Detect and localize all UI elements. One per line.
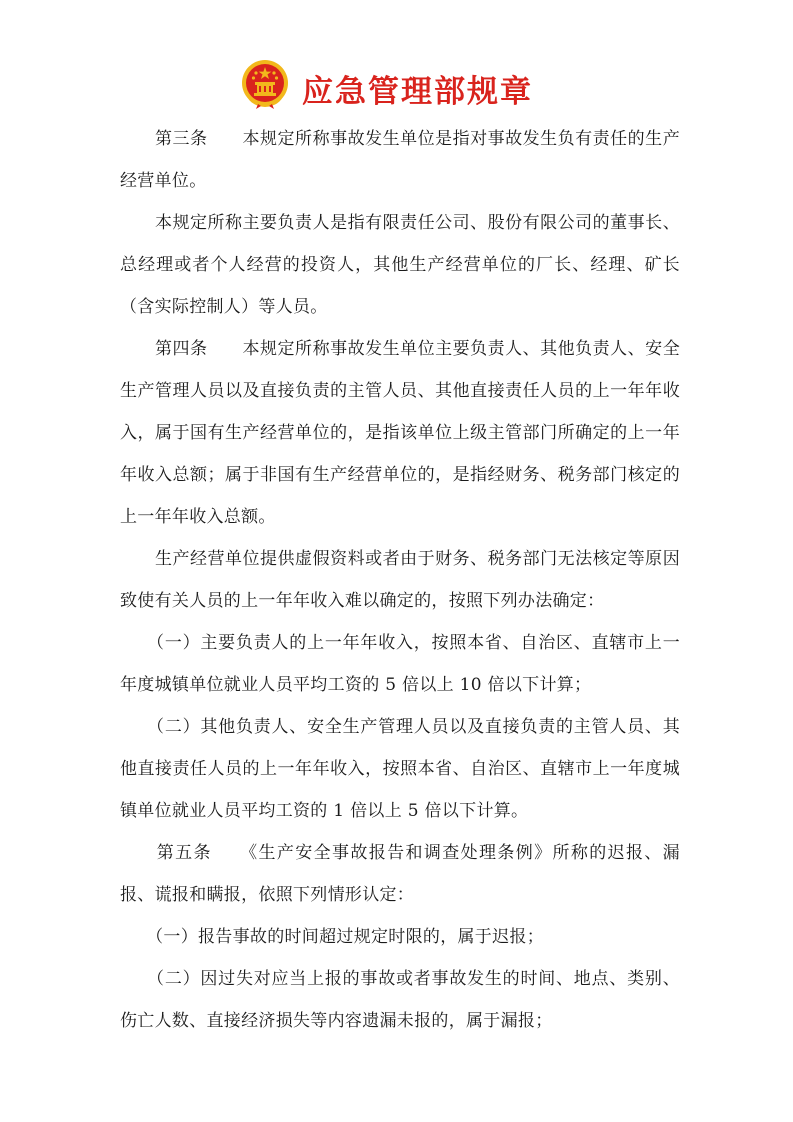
income-determination-paragraph: 生产经营单位提供虚假资料或者由于财务、税务部门无法核定等原因致使有关人员的上一年年收入难以确定的，按照下列办法确定： [120, 549, 680, 611]
document-body [120, 118, 680, 1042]
article-4-paragraph: 第四条 本规定所称事故发生单位主要负责人、其他负责人、安全生产管理人员以及直接负责的主管人员、其他直接责任人员的上一年年收入，属于国有生产经营单位的，是指该单位上级主管部门所确定的上一年年收入总额；属于非国有生产经营单位的，是指经财务、税务部门核定的上一年年收入总额。 [120, 339, 680, 527]
page-title: 应急管理部规章 [302, 74, 533, 110]
article-3-paragraph: 第三条 本规定所称事故发生单位是指对事故发生负有责任的生产经营单位。 [120, 129, 680, 191]
article-5-paragraph: 第五条 《生产安全事故报告和调查处理条例》所称的迟报、漏报、谎报和瞒报，依照下列情形认定： [120, 843, 680, 905]
document-header [0, 58, 793, 118]
national-emblem-icon [240, 58, 290, 110]
omitted-report-clause: （二）因过失对应当上报的事故或者事故发生的时间、地点、类别、伤亡人数、直接经济损失等内容遗漏未报的，属于漏报； [120, 969, 680, 1031]
principal-definition-paragraph: 本规定所称主要负责人是指有限责任公司、股份有限公司的董事长、总经理或者个人经营的投资人，其他生产经营单位的厂长、经理、矿长（含实际控制人）等人员。 [120, 213, 680, 317]
clause-2-paragraph: （二）其他负责人、安全生产管理人员以及直接负责的主管人员、其他直接责任人员的上一年年收入，按照本省、自治区、直辖市上一年度城镇单位就业人员平均工资的 1 倍以上 5 倍以下计算。 [120, 717, 680, 821]
clause-1-paragraph: （一）主要负责人的上一年年收入，按照本省、自治区、直辖市上一年度城镇单位就业人员平均工资的 5 倍以上 10 倍以下计算； [120, 633, 680, 695]
late-report-clause: （一）报告事故的时间超过规定时限的，属于迟报； [120, 927, 544, 947]
